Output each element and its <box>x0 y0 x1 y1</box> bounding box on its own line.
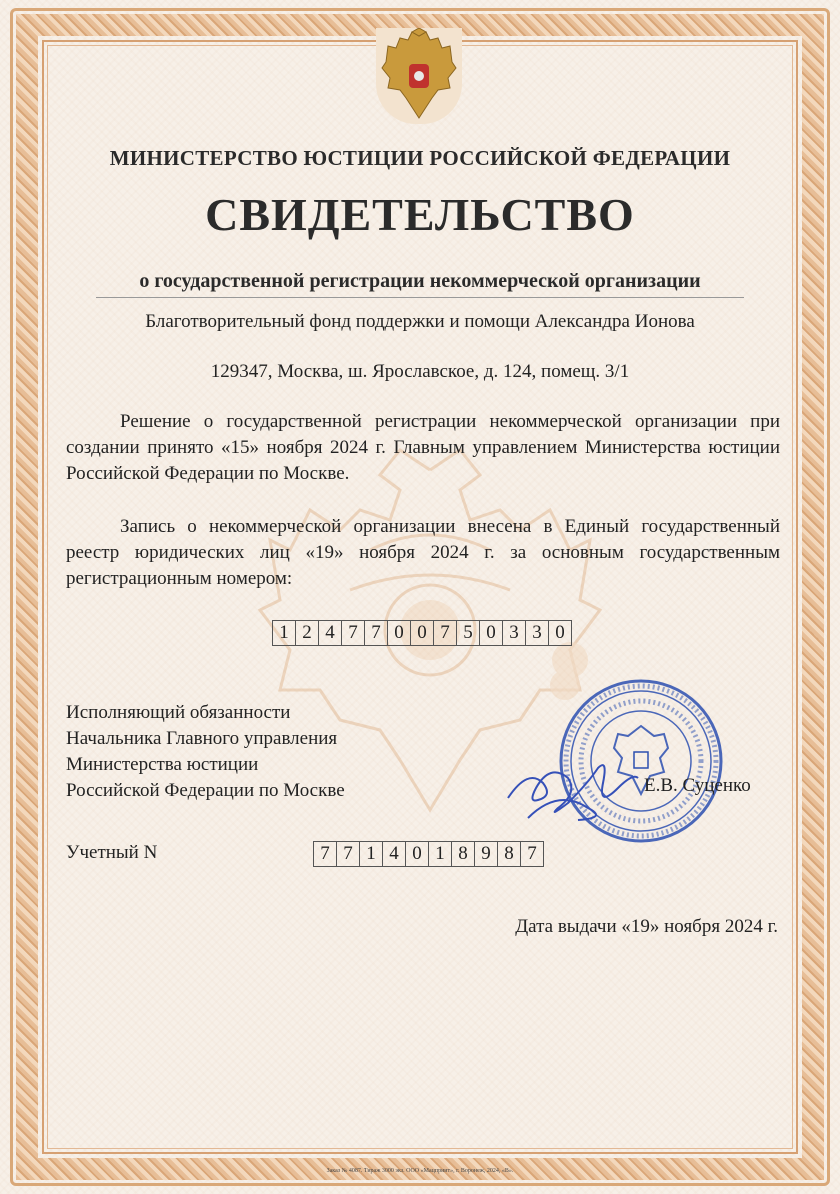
ministry-name: МИНИСТЕРСТВО ЮСТИЦИИ РОССИЙСКОЙ ФЕДЕРАЦИИ <box>109 146 731 170</box>
record-paragraph: Запись о некоммерческой организации внесена в Единый государственный реестр юридических лиц «19» ноября 2024 г. за основным государственным регистрационным номером: <box>66 516 780 589</box>
ogrn-digit: 2 <box>296 621 319 645</box>
ogrn-digit: 0 <box>480 621 503 645</box>
account-digit: 7 <box>314 842 337 866</box>
account-digit: 9 <box>475 842 498 866</box>
signer-name: Е.В. Суценко <box>644 775 751 796</box>
ogrn-digit: 0 <box>388 621 411 645</box>
ogrn-digit: 0 <box>411 621 434 645</box>
ogrn-digit: 3 <box>526 621 549 645</box>
ogrn-digit: 7 <box>434 621 457 645</box>
signer-line: Исполняющий обязанности <box>66 702 291 723</box>
account-digit: 0 <box>406 842 429 866</box>
signer-line: Российской Федерации по Москве <box>66 780 345 801</box>
ogrn-digit: 7 <box>342 621 365 645</box>
ogrn-digit: 7 <box>365 621 388 645</box>
signer-line: Министерства юстиции <box>66 754 259 775</box>
account-digit: 1 <box>360 842 383 866</box>
ogrn-digit: 3 <box>503 621 526 645</box>
account-number-label: Учетный N <box>66 842 158 863</box>
signer-line: Начальника Главного управления <box>66 728 338 749</box>
state-emblem <box>376 28 462 124</box>
ogrn-number-boxes <box>272 620 572 646</box>
account-digit: 4 <box>383 842 406 866</box>
double-headed-eagle-icon <box>376 28 462 124</box>
account-digit: 8 <box>452 842 475 866</box>
ogrn-digit: 1 <box>273 621 296 645</box>
account-digit: 7 <box>337 842 360 866</box>
signer-title <box>66 700 345 804</box>
organization-name: Благотворительный фонд поддержки и помощи Александра Ионова <box>145 311 695 332</box>
ogrn-digit: 4 <box>319 621 342 645</box>
account-digit: 8 <box>498 842 521 866</box>
decision-paragraph: Решение о государственной регистрации некоммерческой организации при создании принято «15» ноября 2024 г. Главным управлением Министерства юстиции Российской Федерации по Москве. <box>66 411 780 484</box>
ogrn-digit: 5 <box>457 621 480 645</box>
account-digit: 7 <box>527 843 537 864</box>
account-digit: 1 <box>429 842 452 866</box>
issue-date: Дата выдачи «19» ноября 2024 г. <box>515 916 778 937</box>
organization-address: 129347, Москва, ш. Ярославское, д. 124, помещ. 3/1 <box>210 361 630 382</box>
account-number-boxes <box>313 841 544 867</box>
print-info: Заказ № 4087. Тираж 3000 экз. ООО «Мацприит», г. Воронеж, 2024, «В». <box>326 1168 514 1174</box>
handwritten-signature-icon <box>498 748 648 828</box>
ogrn-digit: 0 <box>555 622 565 643</box>
document-title: СВИДЕТЕЛЬСТВО <box>205 189 635 240</box>
document-subtitle: о государственной регистрации некоммерческой организации <box>96 270 744 298</box>
